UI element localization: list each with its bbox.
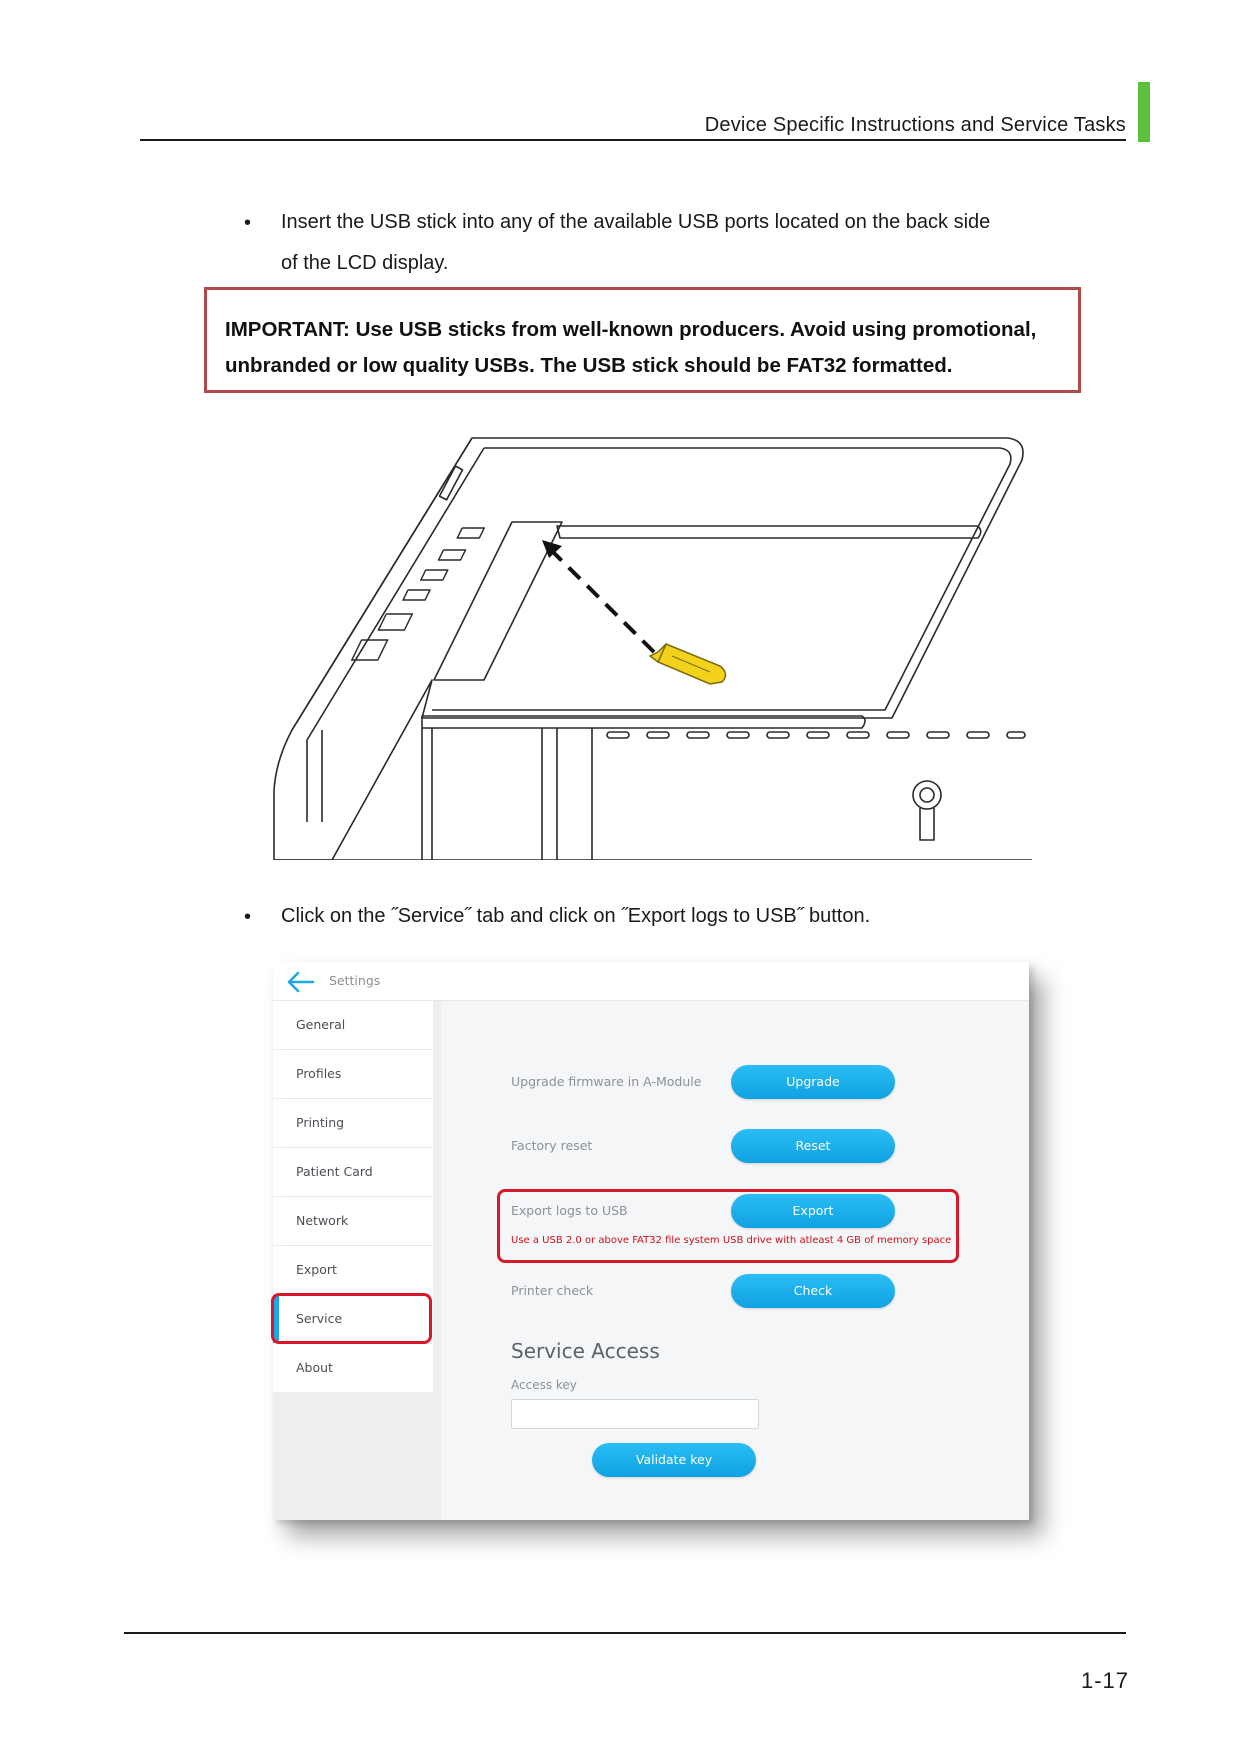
export-logs-label: Export logs to USB <box>511 1203 628 1218</box>
service-access-title: Service Access <box>511 1339 660 1363</box>
sidebar-item-about[interactable]: About <box>273 1344 433 1392</box>
footer-rule <box>124 1632 1126 1634</box>
sidebar-item-profiles[interactable]: Profiles <box>273 1050 433 1098</box>
settings-sidebar <box>273 1001 441 1520</box>
sidebar-item-printing[interactable]: Printing <box>273 1099 433 1147</box>
sidebar-item-export[interactable]: Export <box>273 1246 433 1294</box>
important-notice-text <box>225 312 1062 384</box>
sidebar-item-patient-card[interactable]: Patient Card <box>273 1148 433 1196</box>
upgrade-button[interactable]: Upgrade <box>731 1065 895 1099</box>
printer-check-label: Printer check <box>511 1283 594 1298</box>
export-row-highlight <box>497 1189 959 1263</box>
access-key-input[interactable] <box>511 1399 759 1429</box>
reset-button[interactable]: Reset <box>731 1129 895 1163</box>
lcd-display-back-illustration <box>262 430 1032 860</box>
sidebar-item-general[interactable]: General <box>273 1001 433 1049</box>
step-1-line-1: Insert the USB stick into any of the available USB ports located on the back side <box>281 211 991 233</box>
important-line-2: unbranded or low quality USBs. The USB stick should be FAT32 formatted. <box>225 354 953 377</box>
header-rule <box>140 139 1126 141</box>
factory-reset-label: Factory reset <box>511 1138 593 1153</box>
sidebar-item-network[interactable]: Network <box>273 1197 433 1245</box>
settings-title: Settings <box>329 973 381 988</box>
upgrade-firmware-label: Upgrade firmware in A-Module <box>511 1074 702 1089</box>
step-2-bullet: • <box>244 906 252 928</box>
export-button[interactable]: Export <box>731 1194 895 1228</box>
arrow-left-icon[interactable] <box>286 970 316 994</box>
step-1-text <box>281 202 990 284</box>
sidebar-item-service-label: Service <box>296 1311 343 1326</box>
important-notice-box <box>204 287 1081 393</box>
step-1-line-2: of the LCD display. <box>281 252 449 274</box>
validate-key-button[interactable]: Validate key <box>592 1443 756 1477</box>
check-button[interactable]: Check <box>731 1274 895 1308</box>
step-1-bullet: • <box>244 212 252 234</box>
insert-arrow-icon <box>542 540 654 652</box>
settings-top-bar <box>273 962 1029 1001</box>
running-header-title: Device Specific Instructions and Service Tasks <box>704 114 1126 136</box>
step-2-text: Click on the ˝Service˝ tab and click on ˝Export logs to USB˝ button. <box>281 905 871 927</box>
page-number: 1-17 <box>1080 1668 1129 1693</box>
header-accent-bar <box>1138 82 1150 142</box>
service-tab-highlight <box>271 1293 432 1344</box>
usb-stick-icon <box>650 644 726 684</box>
access-key-label: Access key <box>511 1378 577 1392</box>
usb-requirement-note: Use a USB 2.0 or above FAT32 file system USB drive with atleast 4 GB of memory space <box>511 1235 952 1246</box>
important-line-1: IMPORTANT: Use USB sticks from well-known producers. Avoid using promotional, <box>225 318 1037 341</box>
